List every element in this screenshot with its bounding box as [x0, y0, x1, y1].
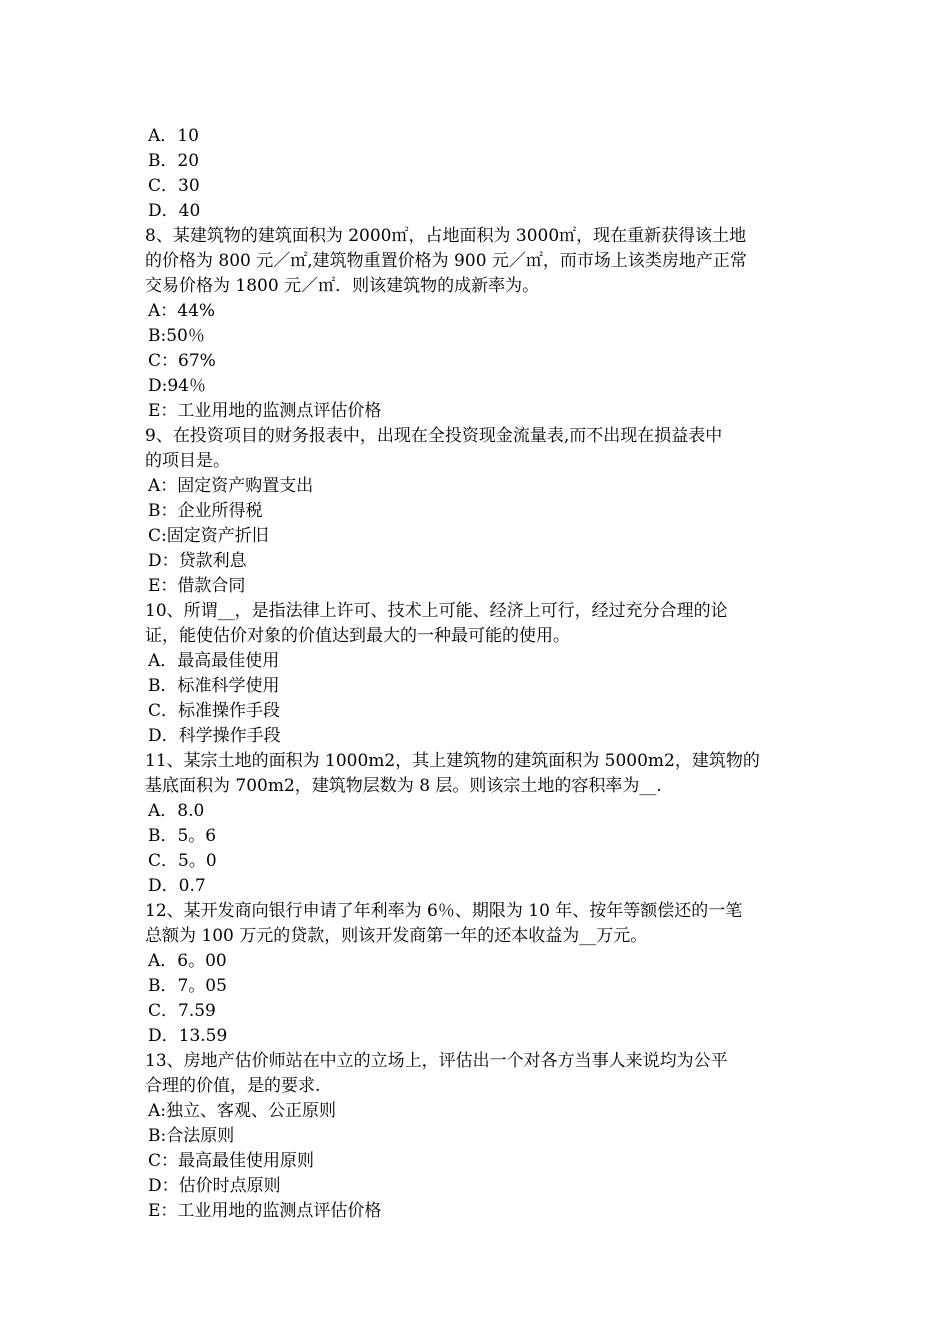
option-a: A．8.0: [148, 801, 205, 821]
option-a: A．10: [148, 126, 199, 146]
question-12-line-2: 总额为 100 万元的贷款，则该开发商第一年的还本收益为__万元。: [145, 926, 648, 946]
option-c: C．30: [148, 176, 200, 196]
option-c: C．5。0: [148, 851, 217, 871]
option-c: C：最高最佳使用原则: [148, 1151, 315, 1171]
question-8-line-3: 交易价格为 1800 元／㎡．则该建筑物的成新率为。: [145, 276, 540, 296]
option-c: C:固定资产折旧: [148, 526, 269, 546]
option-a: A:独立、客观、公正原则: [148, 1101, 337, 1121]
question-13-line-2: 合理的价值，是的要求.: [145, 1076, 321, 1096]
question-11-line-1: 11、某宗土地的面积为 1000m2，其上建筑物的建筑面积为 5000m2，建筑物的: [145, 751, 760, 771]
option-a: A．6。00: [148, 951, 227, 971]
option-d: D．40: [148, 201, 201, 221]
option-a: A：固定资产购置支出: [148, 476, 314, 496]
question-11-line-2: 基底面积为 700m2，建筑物层数为 8 层。则该宗土地的容积率为__.: [145, 776, 662, 796]
option-a: A．最高最佳使用: [148, 651, 280, 671]
option-d: D：估价时点原则: [148, 1176, 281, 1196]
question-9-line-2: 的项目是。: [145, 451, 230, 471]
question-8-line-2: 的价格为 800 元／㎡,建筑物重置价格为 900 元／㎡，而市场上该类房地产正常: [145, 251, 747, 271]
option-d: D．0.7: [148, 876, 206, 896]
option-d: D．13.59: [148, 1026, 228, 1046]
question-8-line-1: 8、某建筑物的建筑面积为 2000㎡，占地面积为 3000㎡，现在重新获得该土地: [145, 226, 747, 246]
option-e: E：工业用地的监测点评估价格: [148, 401, 382, 421]
option-e: E：工业用地的监测点评估价格: [148, 1201, 382, 1221]
question-12-line-1: 12、某开发商向银行申请了年利率为 6％、期限为 10 年、按年等额偿还的一笔: [145, 901, 743, 921]
option-c: C．7.59: [148, 1001, 216, 1021]
option-b: B:50％: [148, 326, 205, 346]
option-a: A：44%: [148, 301, 216, 321]
question-10-line-2: 证，能使估价对象的价值达到最大的一种最可能的使用。: [145, 626, 570, 646]
option-b: B：企业所得税: [148, 501, 263, 521]
option-b: B．5。6: [148, 826, 217, 846]
question-9-line-1: 9、在投资项目的财务报表中，出现在全投资现金流量表,而不出现在损益表中: [145, 426, 723, 446]
question-10-line-1: 10、所谓__，是指法律上许可、技术上可能、经济上可行，经过充分合理的论: [145, 601, 728, 621]
option-b: B:合法原则: [148, 1126, 235, 1146]
option-e: E：借款合同: [148, 576, 246, 596]
option-b: B．标准科学使用: [148, 676, 280, 696]
option-c: C．标准操作手段: [148, 701, 281, 721]
option-b: B．20: [148, 151, 200, 171]
option-b: B．7。05: [148, 976, 227, 996]
question-13-line-1: 13、房地产估价师站在中立的立场上，评估出一个对各方当事人来说均为公平: [145, 1051, 728, 1071]
option-c: C：67%: [148, 351, 216, 371]
option-d: D：贷款利息: [148, 551, 247, 571]
option-d: D．科学操作手段: [148, 726, 281, 746]
document-page: [145, 124, 810, 1224]
option-d: D:94％: [148, 376, 206, 396]
